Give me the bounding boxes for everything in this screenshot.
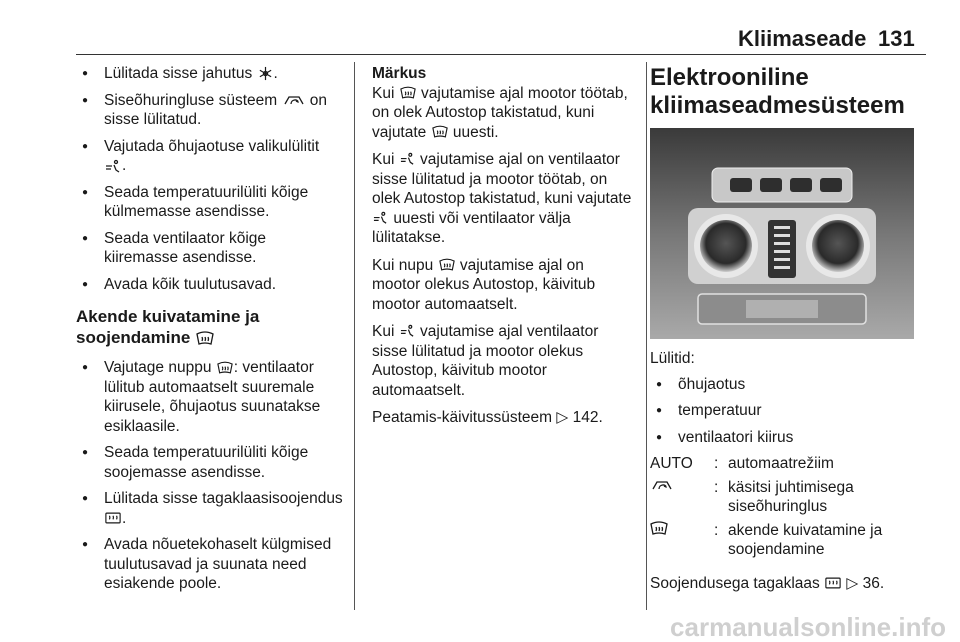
column-2 bbox=[372, 64, 634, 436]
list-item: ● Seada temperatuurilüliti kõige külmemasse asendisse. bbox=[76, 183, 344, 222]
bullet-list-top bbox=[76, 64, 344, 294]
definitions-table bbox=[650, 454, 926, 560]
windscreen-defrost-icon bbox=[650, 521, 668, 536]
note-paragraph: Kui nupu vajutamise ajal on mootor olekus Autostop, käivitub mootor automaatselt. bbox=[372, 256, 596, 313]
rear-window-heater-icon bbox=[825, 576, 841, 590]
header-rule bbox=[76, 54, 926, 55]
arrow-icon: ▷ bbox=[556, 409, 569, 426]
page-header bbox=[0, 0, 960, 56]
definition-description: akende kuivatamine ja soojendamine bbox=[728, 521, 883, 558]
list-item: ● temperatuur bbox=[650, 401, 926, 421]
list-item: ● Avada nõuetekohaselt külgmised tuulutusavad ja suunata need esiakende poole. bbox=[76, 535, 344, 594]
column-3 bbox=[650, 64, 926, 601]
list-item: ● Vajutage nuppu : ventilaator lülitub automaatselt suuremale kiirusele, õhujaotus suunatakse esiklaasile. bbox=[76, 358, 344, 436]
switches-list bbox=[650, 375, 926, 448]
list-item: ● Vajutada õhujaotuse valikulülitit . bbox=[76, 137, 344, 176]
chapter-title: Kliimaseade bbox=[738, 26, 867, 51]
windscreen-defrost-icon bbox=[400, 86, 416, 100]
column-divider-1 bbox=[354, 62, 355, 610]
air-recirculation-icon bbox=[650, 478, 674, 492]
definition-row: : akende kuivatamine ja soojendamine bbox=[650, 521, 926, 560]
windscreen-defrost-icon bbox=[217, 361, 233, 375]
air-distribution-icon bbox=[105, 159, 121, 173]
list-item: ● Lülitada sisse tagaklaasisoojendus . bbox=[76, 489, 344, 528]
air-recirculation-icon bbox=[283, 93, 305, 107]
windscreen-defrost-icon bbox=[196, 331, 214, 346]
list-item: ● ventilaatori kiirus bbox=[650, 428, 926, 448]
column-divider-2 bbox=[646, 62, 647, 610]
list-item: ● Seada ventilaator kõige kiiremasse asendisse. bbox=[76, 229, 344, 268]
definition-row: : käsitsi juhtimisega siseõhuringlus bbox=[650, 478, 926, 517]
arrow-icon: ▷ bbox=[846, 574, 859, 592]
watermark: carmanualsonline.info bbox=[670, 612, 946, 642]
definition-term: AUTO bbox=[650, 455, 693, 472]
list-item: ● Seada temperatuurilüliti kõige soojemasse asendisse. bbox=[76, 443, 344, 482]
list-item: ● Lülitada sisse jahutus . bbox=[76, 64, 344, 84]
definition-description: käsitsi juhtimisega siseõhuringlus bbox=[728, 478, 854, 515]
page-number: 131 bbox=[878, 26, 915, 51]
air-distribution-icon bbox=[400, 152, 415, 167]
windscreen-defrost-icon bbox=[439, 258, 455, 272]
climate-control-panel-photo bbox=[650, 128, 914, 339]
definition-description: automaatrežiim bbox=[728, 455, 834, 472]
list-item: ● õhujaotus bbox=[650, 375, 926, 395]
list-item: ● Avada kõik tuulutusavad. bbox=[76, 275, 344, 295]
list-item: ● Siseõhuringluse süsteem on sisse lülitatud. bbox=[76, 91, 344, 130]
section-heading: Akende kuivatamine ja soojendamine bbox=[76, 307, 260, 347]
note-title: Märkus bbox=[372, 65, 427, 82]
windscreen-defrost-icon bbox=[432, 125, 448, 139]
switches-label: Lülitid: bbox=[650, 350, 695, 367]
column-1 bbox=[76, 64, 344, 601]
definition-row: AUTO : automaatrežiim bbox=[650, 454, 926, 474]
cross-reference[interactable]: Peatamis-käivitussüsteem ▷ 142. bbox=[372, 409, 603, 426]
note-paragraph: Kui vajutamise ajal ventilaator sisse lülitatud ja mootor olekus Autostop, käivitub mootor automaatselt. bbox=[372, 323, 599, 399]
note-paragraph: Kui vajutamise ajal mootor töötab, on olek Autostop takistatud, kuni vajutate uuesti. bbox=[372, 84, 628, 141]
air-distribution-icon bbox=[400, 324, 415, 339]
note-paragraph: Kui vajutamise ajal on ventilaator sisse lülitatud ja mootor töötab, on olek Autostop takistatud, kuni vajutate uuesti või ventilaator välja lülitatakse. bbox=[372, 151, 632, 246]
snowflake-icon bbox=[258, 66, 273, 81]
rear-window-heater-icon bbox=[105, 511, 121, 525]
air-distribution-icon bbox=[373, 211, 388, 226]
bullet-list-bottom bbox=[76, 358, 344, 594]
cross-reference[interactable]: Soojendusega tagaklaas ▷ 36. bbox=[650, 574, 885, 592]
section-heading: Elektrooniline kliimaseadmesüsteem bbox=[650, 64, 905, 119]
